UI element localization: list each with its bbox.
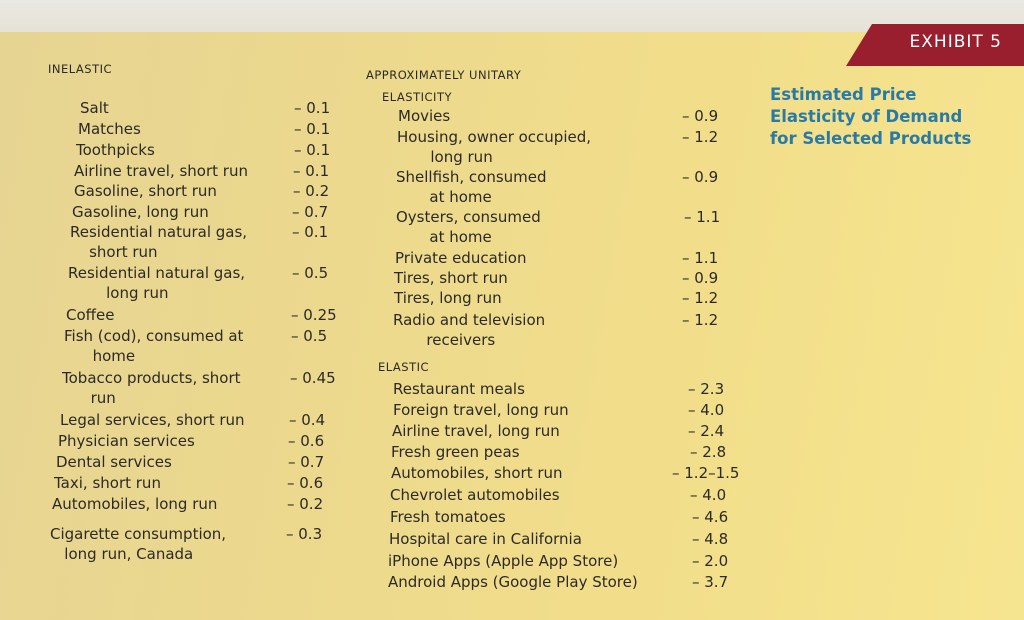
product-name: Automobiles, short run: [391, 464, 563, 482]
product-name: Shellfish, consumed at home: [396, 168, 547, 206]
product-name: Matches: [78, 120, 141, 138]
elasticity-value: – 0.45: [290, 369, 336, 387]
product-name: Tobacco products, short run: [62, 369, 241, 407]
elasticity-value: – 2.4: [688, 422, 725, 440]
elasticity-value: – 0.9: [682, 107, 719, 125]
elasticity-value: – 4.8: [692, 530, 729, 548]
product-name: Chevrolet automobiles: [390, 486, 560, 504]
product-name: Dental services: [56, 453, 172, 471]
elasticity-value: – 0.9: [682, 168, 719, 186]
elasticity-value: – 4.6: [692, 508, 729, 526]
elasticity-value: – 0.6: [287, 474, 324, 492]
product-name: Taxi, short run: [54, 474, 161, 492]
elasticity-value: – 0.1: [294, 99, 331, 117]
elastic-heading: ELASTIC: [378, 360, 430, 374]
inelastic-heading: INELASTIC: [48, 62, 113, 76]
caption-line: Elasticity of Demand: [770, 107, 963, 126]
product-name: Physician services: [58, 432, 195, 450]
elasticity-value: – 2.8: [690, 443, 727, 461]
product-name: Movies: [398, 107, 451, 125]
product-name: Hospital care in California: [389, 530, 582, 548]
elasticity-value: – 0.1: [294, 120, 331, 138]
elasticity-value: – 1.1: [682, 249, 719, 267]
elasticity-value: – 4.0: [688, 401, 725, 419]
exhibit-caption: [770, 84, 1010, 150]
product-name: Residential natural gas, short run: [70, 223, 248, 261]
product-name: Housing, owner occupied, long run: [397, 128, 592, 166]
elasticity-value: – 1.2: [682, 311, 719, 329]
product-name: Oysters, consumed at home: [396, 208, 541, 246]
unitary-heading: APPROXIMATELY UNITARY: [366, 68, 522, 82]
elasticity-value: – 0.3: [286, 525, 323, 543]
elasticity-value: – 0.2: [287, 495, 324, 513]
elasticity-value: – 0.1: [294, 141, 331, 159]
elasticity-value: – 0.4: [289, 411, 326, 429]
elasticity-value: – 1.2–1.5: [672, 464, 740, 482]
product-name: Fresh tomatoes: [390, 508, 506, 526]
elasticity-value: – 0.6: [288, 432, 325, 450]
product-name: Android Apps (Google Play Store): [388, 573, 638, 591]
elasticity-value: – 2.0: [692, 552, 729, 570]
product-name: Fresh green peas: [391, 443, 520, 461]
product-name: Fish (cod), consumed at home: [64, 327, 244, 365]
product-name: Foreign travel, long run: [393, 401, 569, 419]
elasticity-value: – 1.2: [682, 128, 719, 146]
caption-line: for Selected Products: [770, 129, 972, 148]
product-name: Toothpicks: [76, 141, 155, 159]
product-name: Restaurant meals: [393, 380, 525, 398]
product-name: Radio and television receivers: [393, 311, 546, 349]
product-name: Airline travel, short run: [74, 162, 248, 180]
product-name: Residential natural gas, long run: [68, 264, 246, 302]
elasticity-value: – 0.1: [293, 162, 330, 180]
elasticity-value: – 2.3: [688, 380, 725, 398]
product-name: Tires, long run: [394, 289, 502, 307]
elasticity-value: – 0.25: [291, 306, 337, 324]
product-name: Gasoline, long run: [72, 203, 209, 221]
product-name: Legal services, short run: [60, 411, 245, 429]
exhibit-label: EXHIBIT 5: [909, 32, 1002, 52]
elasticity-value: – 1.1: [684, 208, 721, 226]
elasticity-value: – 0.2: [293, 182, 330, 200]
product-name: Cigarette consumption, long run, Canada: [50, 525, 227, 563]
elasticity-value: – 1.2: [682, 289, 719, 307]
elasticity-value: – 0.7: [288, 453, 325, 471]
product-name: iPhone Apps (Apple App Store): [388, 552, 619, 570]
elasticity-value: – 0.7: [292, 203, 329, 221]
product-name: Coffee: [66, 306, 115, 324]
product-name: Airline travel, long run: [392, 422, 560, 440]
unitary-heading-line2: ELASTICITY: [382, 90, 452, 104]
product-name: Private education: [395, 249, 527, 267]
elasticity-value: – 0.1: [292, 223, 329, 241]
elasticity-value: – 0.9: [682, 269, 719, 287]
elasticity-value: – 0.5: [291, 327, 328, 345]
product-name: Automobiles, long run: [52, 495, 218, 513]
elasticity-value: – 0.5: [292, 264, 329, 282]
elasticity-value: – 3.7: [692, 573, 729, 591]
product-name: Salt: [80, 99, 109, 117]
product-name: Gasoline, short run: [74, 182, 217, 200]
caption-line: Estimated Price: [770, 85, 917, 104]
elasticity-value: – 4.0: [690, 486, 727, 504]
product-name: Tires, short run: [394, 269, 508, 287]
